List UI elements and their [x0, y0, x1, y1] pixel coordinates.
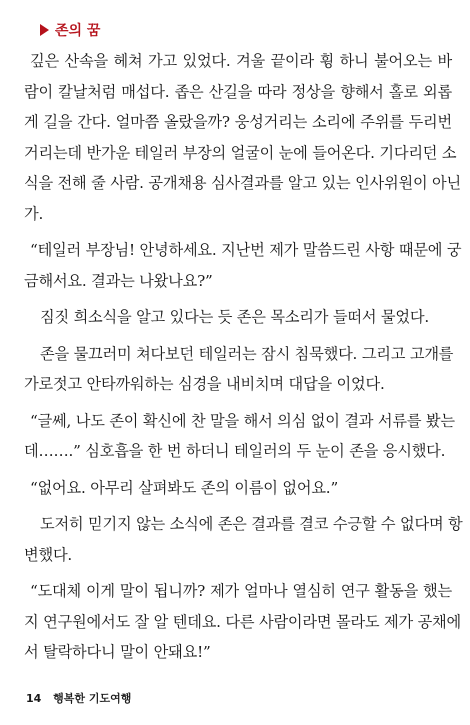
- text-line: 지 연구원에서도 잘 알 텐데요. 다른 사람이라면 몰라도 제가 공채에: [24, 612, 461, 631]
- text-line: 도저히 믿기지 않는 소식에 존은 결과를 결코 수긍할 수 없다며 항: [40, 515, 463, 533]
- page-footer: [26, 690, 131, 706]
- paragraph: [24, 46, 461, 229]
- section-title: 존의 꿈: [55, 23, 101, 39]
- text-line: 게 길을 간다. 얼마쯤 올랐을까? 웅성거리는 소리에 주위를 두리번: [24, 113, 452, 131]
- paragraph: [24, 406, 455, 467]
- paragraph: [24, 235, 462, 296]
- text-line: “테일러 부장님! 안녕하세요. 지난번 제가 말씀드린 사항 때문에 궁: [30, 241, 462, 259]
- text-line: “도대체 이게 말이 됩니까? 제가 얼마나 열심히 연구 활동을 했는: [30, 582, 452, 600]
- text-line: 짐짓 희소식을 알고 있다는 듯 존은 목소리가 들떠서 물었다.: [40, 308, 429, 326]
- text-line: 식을 전해 줄 사람. 공개채용 심사결과를 알고 있는 인사위원이 아닌: [24, 174, 461, 192]
- paragraph: [24, 339, 452, 400]
- paragraph: [24, 576, 461, 668]
- text-line: 가.: [24, 204, 44, 223]
- paragraph: [24, 473, 452, 504]
- text-line: 금해서요. 결과는 나왔나요?”: [24, 271, 213, 290]
- arrow-right-icon: [40, 24, 49, 36]
- text-line: 깊은 산속을 헤쳐 가고 있었다. 겨울 끝이라 휭 하니 불어오는 바: [30, 52, 452, 70]
- paragraph: [24, 302, 452, 333]
- text-line: “없어요. 아무리 살펴봐도 존의 이름이 없어요.”: [30, 478, 339, 497]
- paragraph: [24, 509, 463, 570]
- text-line: 존을 물끄러미 쳐다보던 테일러는 잠시 침묵했다. 그리고 고개를: [40, 344, 454, 363]
- text-line: 가로젓고 안타까워하는 심경을 내비치며 대답을 이었다.: [24, 375, 385, 393]
- page-number: 14: [26, 692, 42, 705]
- body-text: [24, 46, 463, 668]
- section-heading: [40, 20, 100, 40]
- text-line: 변했다.: [24, 545, 73, 564]
- book-title: 행복한 기도여행: [53, 692, 132, 705]
- text-line: 거리는데 반가운 테일러 부장의 얼굴이 눈에 들어온다. 기다리던 소: [24, 143, 457, 162]
- text-line: 데…….” 심호흡을 한 번 하더니 테일러의 두 눈이 존을 응시했다.: [24, 442, 446, 460]
- text-line: 서 탈락하다니 말이 안돼요!”: [24, 643, 211, 661]
- text-line: 람이 칼날처럼 매섭다. 좁은 산길을 따라 정상을 향해서 홀로 외롭: [24, 82, 452, 101]
- text-line: “글쎄, 나도 존이 확신에 찬 말을 해서 의심 없이 결과 서류를 봤는: [30, 411, 455, 430]
